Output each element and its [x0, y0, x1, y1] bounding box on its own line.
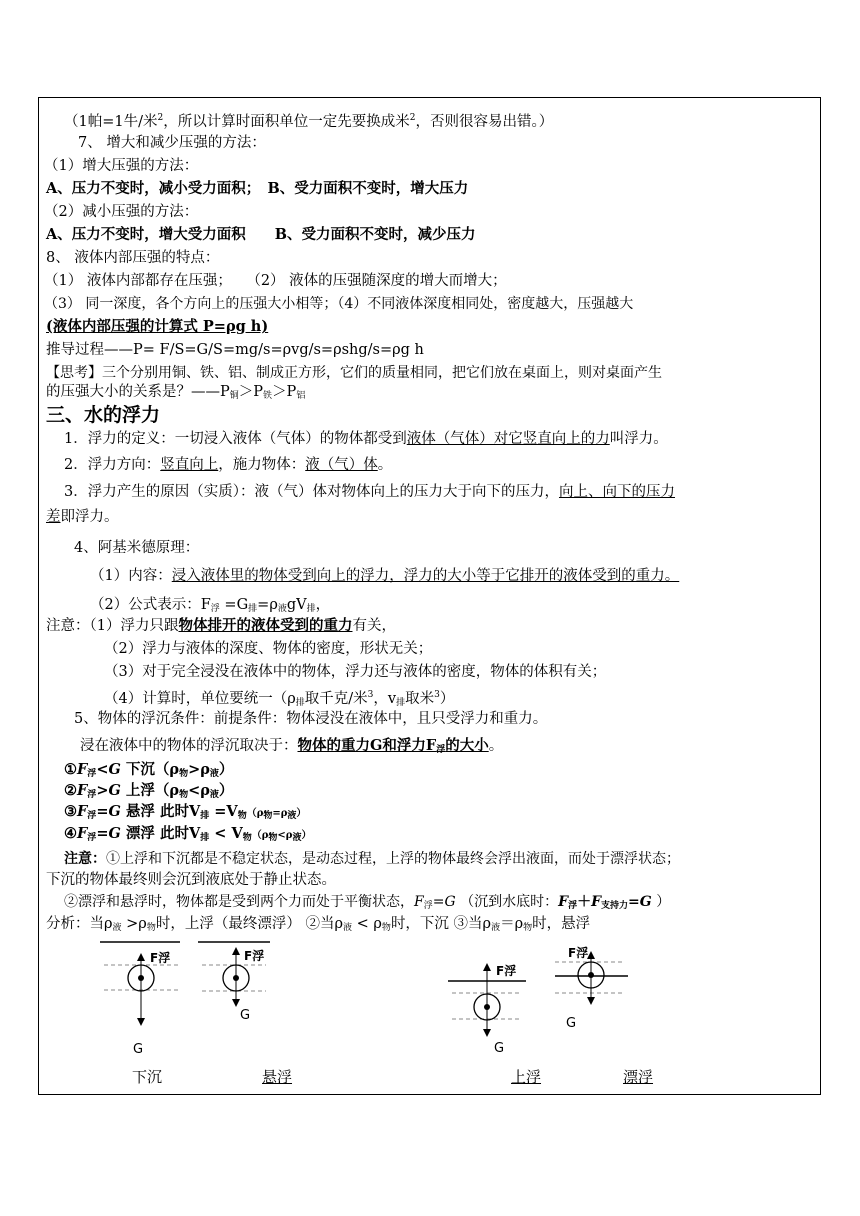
- force-down-label: G: [240, 1008, 251, 1023]
- thinking-answer: 的压强大小的关系是？$——P_铜>P_铁>P_铝$: [46, 384, 306, 401]
- note-3: （3）对于完全浸没在液体中的物体，浮力还与液体的密度，物体的体积有关；: [104, 664, 607, 680]
- force-up-label: F浮: [496, 964, 517, 978]
- force-down-label: G: [133, 1042, 144, 1057]
- force-up-label: F浮: [150, 951, 171, 965]
- diagram-suspend: [198, 942, 270, 1023]
- decrease-pressure-methods: A、压力不变时，增大受力面积 B、受力面积不变时，减少压力: [46, 226, 476, 243]
- diagram-rise: [448, 963, 526, 1056]
- float-sink-depends: 浸在液体中的物体的浮沉取决于：物体的重力G和浮力$F_浮$的大小。: [80, 737, 504, 755]
- attention-2: ②漂浮和悬浮时，物体都是受到两个力而处于平衡状态，$F_浮=G$ （沉到水底时：$F_浮+F_{支持力}=G$ ）: [64, 894, 671, 911]
- force-up-label: F浮: [244, 949, 265, 963]
- force-up-label: F浮: [568, 946, 589, 960]
- condition-sink: $①F_浮<G$ 下沉$(\rho_物>\rho_液)$: [64, 761, 234, 779]
- item-8-heading: 8、 液体内部压强的特点：: [46, 250, 220, 266]
- condition-rise: $②F_浮>G$ 上浮$(\rho_物<\rho_液)$: [64, 782, 234, 800]
- analysis-line: 分析：当$\rho_液 >\rho_物$时，上浮（最终漂浮） ②当$\rho_液 < \rho_物$时，下沉 ③当$\rho_液=\rho_物$时，悬浮: [46, 916, 591, 933]
- attention-1: 注意：①上浮和下沉都是不稳定状态，是动态过程，上浮的物体最终会浮出液面，而处于漂浮状态；: [64, 851, 680, 867]
- caption-float: 漂浮: [623, 1068, 654, 1086]
- force-down-label: G: [494, 1041, 505, 1056]
- archimedes-formula: （2）公式表示：$F_浮 =G_排=\rho_液gV_排$，: [90, 597, 331, 614]
- force-down-label: G: [566, 1016, 577, 1031]
- buoyancy-cause: 3．浮力产生的原因（实质）：液（气）体对物体向上的压力大于向下的压力，向上、向下的压力: [64, 484, 675, 500]
- buoyancy-cause-cont: 差即浮力。: [46, 509, 119, 525]
- liquid-pressure-point-3-4: （3） 同一深度，各个方向上的压强大小相等；（4）不同液体深度相同处，密度越大，压强越大: [44, 296, 634, 312]
- liquid-pressure-point-1-2: （1） 液体内部都存在压强； （2） 液体的压强随深度的增大而增大；: [44, 273, 507, 289]
- archimedes-content: （1）内容：浸入液体里的物体受到向上的浮力，浮力的大小等于它排开的液体受到的重力。: [90, 568, 680, 584]
- buoyancy-diagrams: [0, 935, 860, 1095]
- increase-pressure-methods: A、压力不变时，减小受力面积； B、受力面积不变时，增大压力: [46, 180, 469, 197]
- attention-1-cont: 下沉的物体最终则会沉到液底处于静止状态。: [46, 872, 336, 888]
- increase-pressure-heading: （1）增大压强的方法：: [44, 158, 199, 174]
- condition-float: $④F_浮=G$ 漂浮 此时$V_排 < V_物(\rho$物<ρ液）: [64, 825, 312, 843]
- thinking-question: 【思考】三个分别用铜、铁、铝、制成正方形，它们的质量相同，把它们放在桌面上，则对桌面产生: [46, 365, 662, 381]
- item-7-heading: 7、 增大和减少压强的方法：: [78, 135, 266, 151]
- note-2: （2）浮力与液体的深度、物体的密度，形状无关；: [104, 641, 433, 657]
- condition-suspend: $③F_浮=G$ 悬浮 此时$V_排 =V_物(\rho$物=ρ液）: [64, 803, 307, 821]
- liquid-pressure-formula: (液体内部压强的计算式 P=ρg h): [46, 318, 269, 335]
- archimedes-heading: 4、阿基米德原理：: [74, 540, 200, 556]
- caption-rise: 上浮: [511, 1068, 542, 1086]
- buoyancy-direction: 2．浮力方向：竖直向上，施力物体：液（气）体。: [64, 457, 393, 473]
- buoyancy-definition: 1．浮力的定义：一切浸入液体（气体）的物体都受到液体（气体）对它竖直向上的力叫浮力。: [64, 431, 668, 447]
- derivation-line: 推导过程——P= F/S=G/S=mg/s=ρvg/s=ρshg/s=ρg h: [46, 342, 424, 358]
- caption-suspend: 悬浮: [262, 1068, 293, 1086]
- caption-sink: 下沉: [132, 1068, 163, 1086]
- note-1: 注意：（1）浮力只跟物体排开的液体受到的重力有关，: [46, 617, 396, 634]
- note-4: （4）计算时，单位要统一（$\rho_排$取千克/米$^3$，$v_排$取米$^3$）: [104, 690, 455, 708]
- decrease-pressure-heading: （2）减小压强的方法：: [44, 204, 199, 220]
- section-3-title: 三、水的浮力: [46, 404, 161, 426]
- note-pascal: （1帕=1牛/米$^2$，所以计算时面积单位一定先要换成米$^2$，否则很容易出错。）: [64, 113, 554, 130]
- diagram-sink: [100, 942, 180, 1057]
- float-sink-conditions: 5、物体的浮沉条件：前提条件：物体浸没在液体中，且只受浮力和重力。: [74, 711, 548, 727]
- diagram-float: [555, 945, 628, 1031]
